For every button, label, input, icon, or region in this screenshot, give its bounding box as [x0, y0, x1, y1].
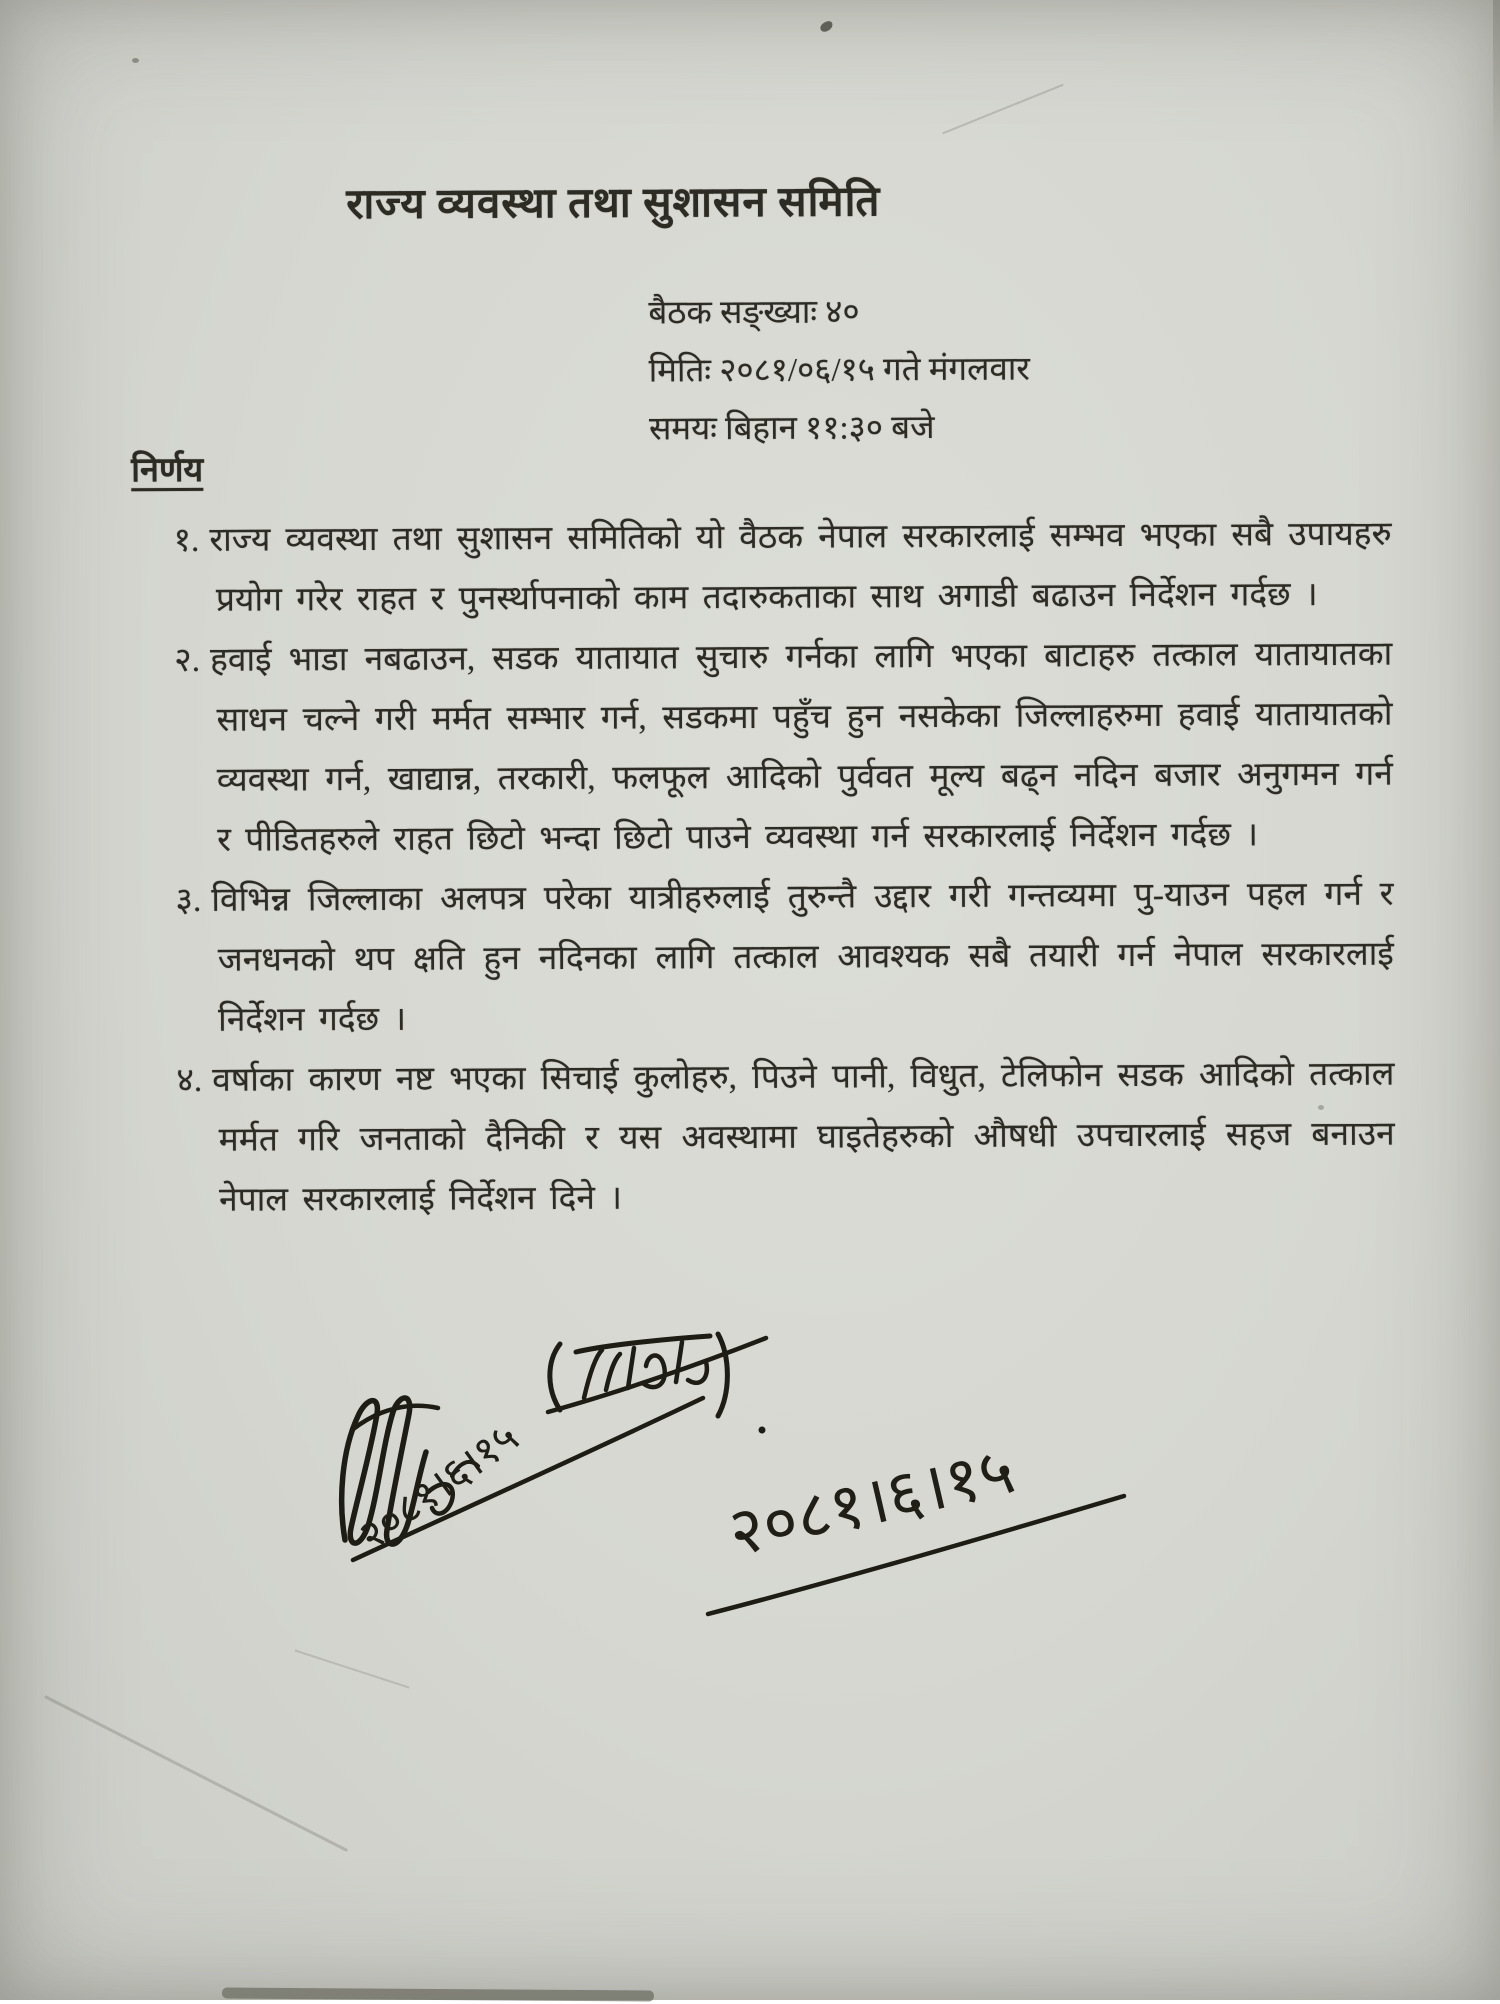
- decision-number-3: ३.: [175, 881, 202, 920]
- left-handwritten-date: २०८१।६।१५: [350, 1414, 528, 1561]
- meeting-number: बैठक सङ्ख्याः ४०: [648, 294, 860, 332]
- decision-text-4: वर्षाका कारण नष्ट भएका सिचाई कुलोहरु, पिउने पानी, विधुत, टेलिफोन सडक आदिको तत्काल मर्मत गरि जनताको दैनिकी र यस अवस्थामा घाइतेहरुको औषधी उपचारलाई सहज बनाउन नेपाल सरकारलाई निर्देशन दिने ।: [212, 1055, 1395, 1219]
- decision-item-1: [173, 505, 1392, 631]
- meeting-date: मितिः २०८१/०६/१५ गते मंगलवार: [648, 351, 1030, 390]
- decision-item-4: [176, 1045, 1395, 1231]
- decision-number-1: १.: [173, 521, 200, 560]
- meeting-time: समयः बिहान ११:३० बजे: [648, 410, 935, 448]
- decisions-heading: निर्णय: [131, 451, 204, 490]
- decision-number-2: २.: [174, 641, 201, 680]
- decision-text-3: विभिन्न जिल्लाका अलपत्र परेका यात्रीहरुलाई तुरुन्तै उद्दार गरी गन्तव्यमा पु-याउन पहल गर्न र जनधनको थप क्षति हुन नदिनका लागि तत्काल आवश्यक सबै तयारी गर्न नेपाल सरकारलाई निर्देशन गर्दछ ।: [211, 875, 1394, 1039]
- meeting-info: [648, 283, 1030, 459]
- right-handwritten-date: २०८१।६।१५: [721, 1434, 1022, 1571]
- decision-item-2: [174, 625, 1393, 871]
- decision-item-3: [175, 865, 1394, 1051]
- decision-text-2: हवाई भाडा नबढाउन, सडक यातायात सुचारु गर्नका लागि भएका बाटाहरु तत्काल यातायातका साधन चल्ने गरी मर्मत सम्भार गर्न, सडकमा पहुँच हुन नसकेका जिल्लाहरुमा हवाई यातायातको व्यवस्था गर्न, खाद्यान्न, तरकारी, फलफूल आदिको पुर्ववत मूल्य बढ्न नदिन बजार अनुगमन गर्न र पीडितहरुले राहत छिटो भन्दा छिटो पाउने व्यवस्था गर्न सरकारलाई निर्देशन गर्दछ ।: [209, 635, 1393, 859]
- decision-number-4: ४.: [176, 1061, 203, 1100]
- document-title: राज्य व्यवस्था तथा सुशासन समिति: [346, 179, 881, 229]
- decisions-list: [173, 505, 1395, 1231]
- decision-text-1: राज्य व्यवस्था तथा सुशासन समितिको यो वैठक नेपाल सरकारलाई सम्भव भएका सबै उपायहरु प्रयोग गरेर राहत र पुनर्स्थापनाको काम तदारुकताका साथ अगाडी बढाउन निर्देशन गर्दछ ।: [209, 515, 1392, 619]
